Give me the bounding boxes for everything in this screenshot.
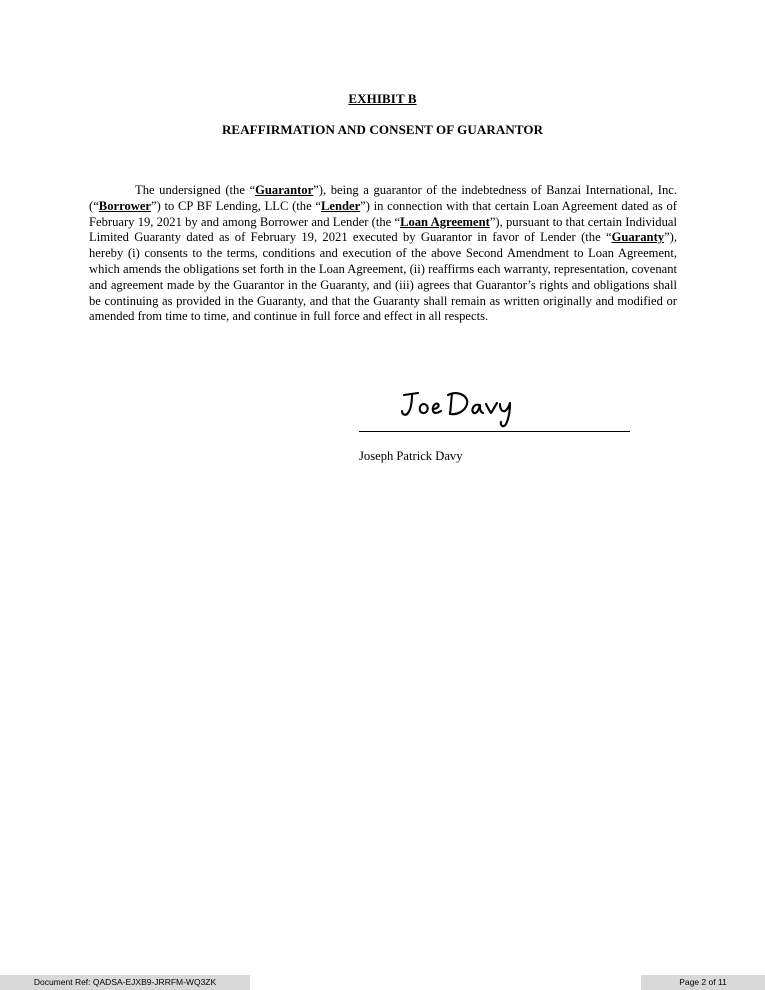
signer-name: Joseph Patrick Davy bbox=[359, 449, 463, 463]
paragraph-text: The undersigned (the “ bbox=[135, 183, 256, 197]
paragraph-text: ”), hereby (i) consents to the terms, conditions and execution of the above Second Amendment to Loan Agreement, which amends the obligations set forth in the Loan Agreement, (ii) reaffirms each warranty, representation, covenant and agreement made by the Guarantor in the Guaranty, and (iii) agrees that Guarantor’s rights and obligations shall be continuing as provided in the Guaranty, and that the Guaranty shall remain as written originally and modified or amended from time to time, and continue in full force and effect in all respects. bbox=[89, 230, 677, 324]
handwritten-signature bbox=[396, 384, 531, 430]
signature-line bbox=[359, 431, 630, 432]
defined-term-guarantor: Guarantor bbox=[255, 183, 314, 197]
defined-term-lender: Lender bbox=[320, 198, 361, 213]
paragraph-text: ”) to CP BF Lending, LLC (the “ bbox=[151, 198, 321, 213]
paragraph-text: ”) in connection with that certain Loan Agreement dated as of February 19, 2021 by and among Borrower and Lender (the “ bbox=[89, 198, 677, 229]
document-reference: Document Ref: QADSA-EJXB9-JRRFM-WQ3ZK bbox=[0, 975, 250, 990]
defined-term-guaranty: Guaranty bbox=[611, 230, 665, 245]
exhibit-title: EXHIBIT B bbox=[348, 91, 417, 106]
page-number: Page 2 of 11 bbox=[641, 975, 765, 990]
paragraph-text: ”), pursuant to that certain Individual Limited Guaranty dated as of February 19, 2021 executed by Guarantor in favor of Lender (the “ bbox=[89, 214, 677, 245]
paragraph-text: ”), being a guarantor of the indebtedness of Banzai International, Inc. (“ bbox=[89, 183, 677, 213]
body-paragraph bbox=[89, 183, 677, 325]
document-heading: REAFFIRMATION AND CONSENT OF GUARANTOR bbox=[221, 122, 544, 137]
defined-term-borrower: Borrower bbox=[98, 198, 152, 213]
defined-term-loan-agreement: Loan Agreement bbox=[400, 214, 490, 229]
